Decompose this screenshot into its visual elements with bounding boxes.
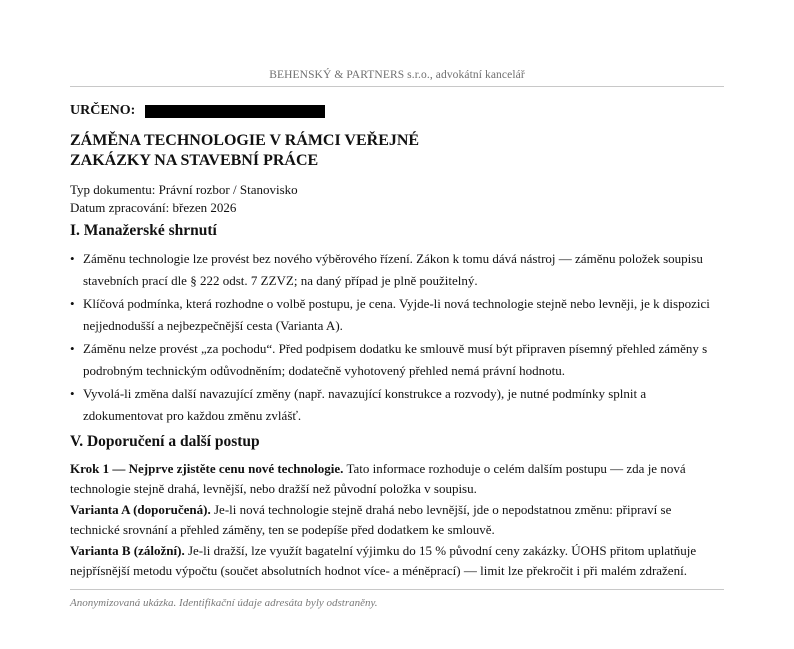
paragraph-lead: Krok 1 — Nejprve zjistěte cenu nové technologie. [70, 461, 344, 476]
recommendation-variant-a [70, 500, 724, 540]
redacted-addressee [145, 105, 325, 118]
summary-item-text: Klíčová podmínka, která rozhodne o volbě postupu, je cena. Vyjde-li nová technologie stejně nebo levněji, je k dispozici nejjednodušší a nejbezpečnější cesta (Varianta A). [83, 296, 710, 333]
footer-note: Anonymizovaná ukázka. Identifikační údaje adresáta byly odstraněny. [70, 597, 378, 609]
paragraph-lead: Varianta B (záložní). [70, 543, 185, 558]
bullet-icon: • [70, 251, 75, 266]
bullet-icon: • [70, 341, 75, 356]
summary-item [70, 383, 724, 427]
summary-item [70, 338, 724, 382]
addressee-label: URČENO: [70, 103, 136, 118]
section-heading-recommendations: V. Doporučení a další postup [70, 433, 260, 450]
title-line-2: ZAKÁZKY NA STAVEBNÍ PRÁCE [70, 151, 319, 169]
document-title [70, 131, 590, 170]
document-date: Datum zpracování: březen 2026 [70, 199, 237, 215]
document-meta [70, 181, 298, 216]
recommendation-step-1 [70, 459, 724, 499]
summary-list [70, 248, 724, 428]
addressee-line [70, 102, 325, 120]
document-type: Typ dokumentu: Právní rozbor / Stanovisko [70, 182, 298, 197]
document-page [70, 0, 724, 649]
summary-item-text: Vyvolá-li změna další navazující změny (např. navazující konstrukce a rozvody), je nutné podmínky splnit a zdokumentovat pro každou změnu zvlášť. [83, 386, 647, 423]
header-divider [70, 86, 724, 87]
recommendation-variant-b [70, 541, 724, 581]
summary-item [70, 293, 724, 337]
paragraph-text: Je-li nová technologie stejně drahá nebo levnější, jde o nepodstatnou změnu: připraví se technické srovnání a přehled záměny, ten se podepíše před dodatkem ke smlouvě. [70, 502, 672, 537]
paragraph-text: Tato informace rozhoduje o celém dalším postupu — zda je nová technologie stejně drahá, levnější, nebo dražší než původní položka v soupisu. [70, 461, 686, 496]
paragraph-text: Je-li dražší, lze využít bagatelní výjimku do 15 % původní ceny zakázky. ÚOHS přitom uplatňuje nejpřísnější metodu výpočtu (součet absolutních hodnot více- a méněprací) — limit lze překročit i při malém zdražení. [70, 543, 697, 578]
title-line-1: ZÁMĚNA TECHNOLOGIE V RÁMCI VEŘEJNÉ [70, 132, 420, 149]
summary-item-text: Záměnu nelze provést „za pochodu“. Před podpisem dodatku ke smlouvě musí být připraven písemný přehled záměny s podrobným technickým odůvodněním; dodatečně vyhotovený přehled nemá právní hodnotu. [83, 341, 708, 378]
bullet-icon: • [70, 296, 75, 311]
bullet-icon: • [70, 386, 75, 401]
summary-item [70, 248, 724, 292]
paragraph-lead: Varianta A (doporučená). [70, 502, 211, 517]
footer-divider [70, 589, 724, 590]
section-heading-summary: I. Manažerské shrnutí [70, 222, 217, 239]
summary-item-text: Záměnu technologie lze provést bez nového výběrového řízení. Zákon k tomu dává nástroj — záměnu položek soupisu stavebních prací dle § 222 odst. 7 ZZVZ; na daný případ je plně použitelný. [83, 251, 703, 288]
firm-header: BEHENSKÝ & PARTNERS s.r.o., advokátní kancelář [269, 69, 525, 81]
